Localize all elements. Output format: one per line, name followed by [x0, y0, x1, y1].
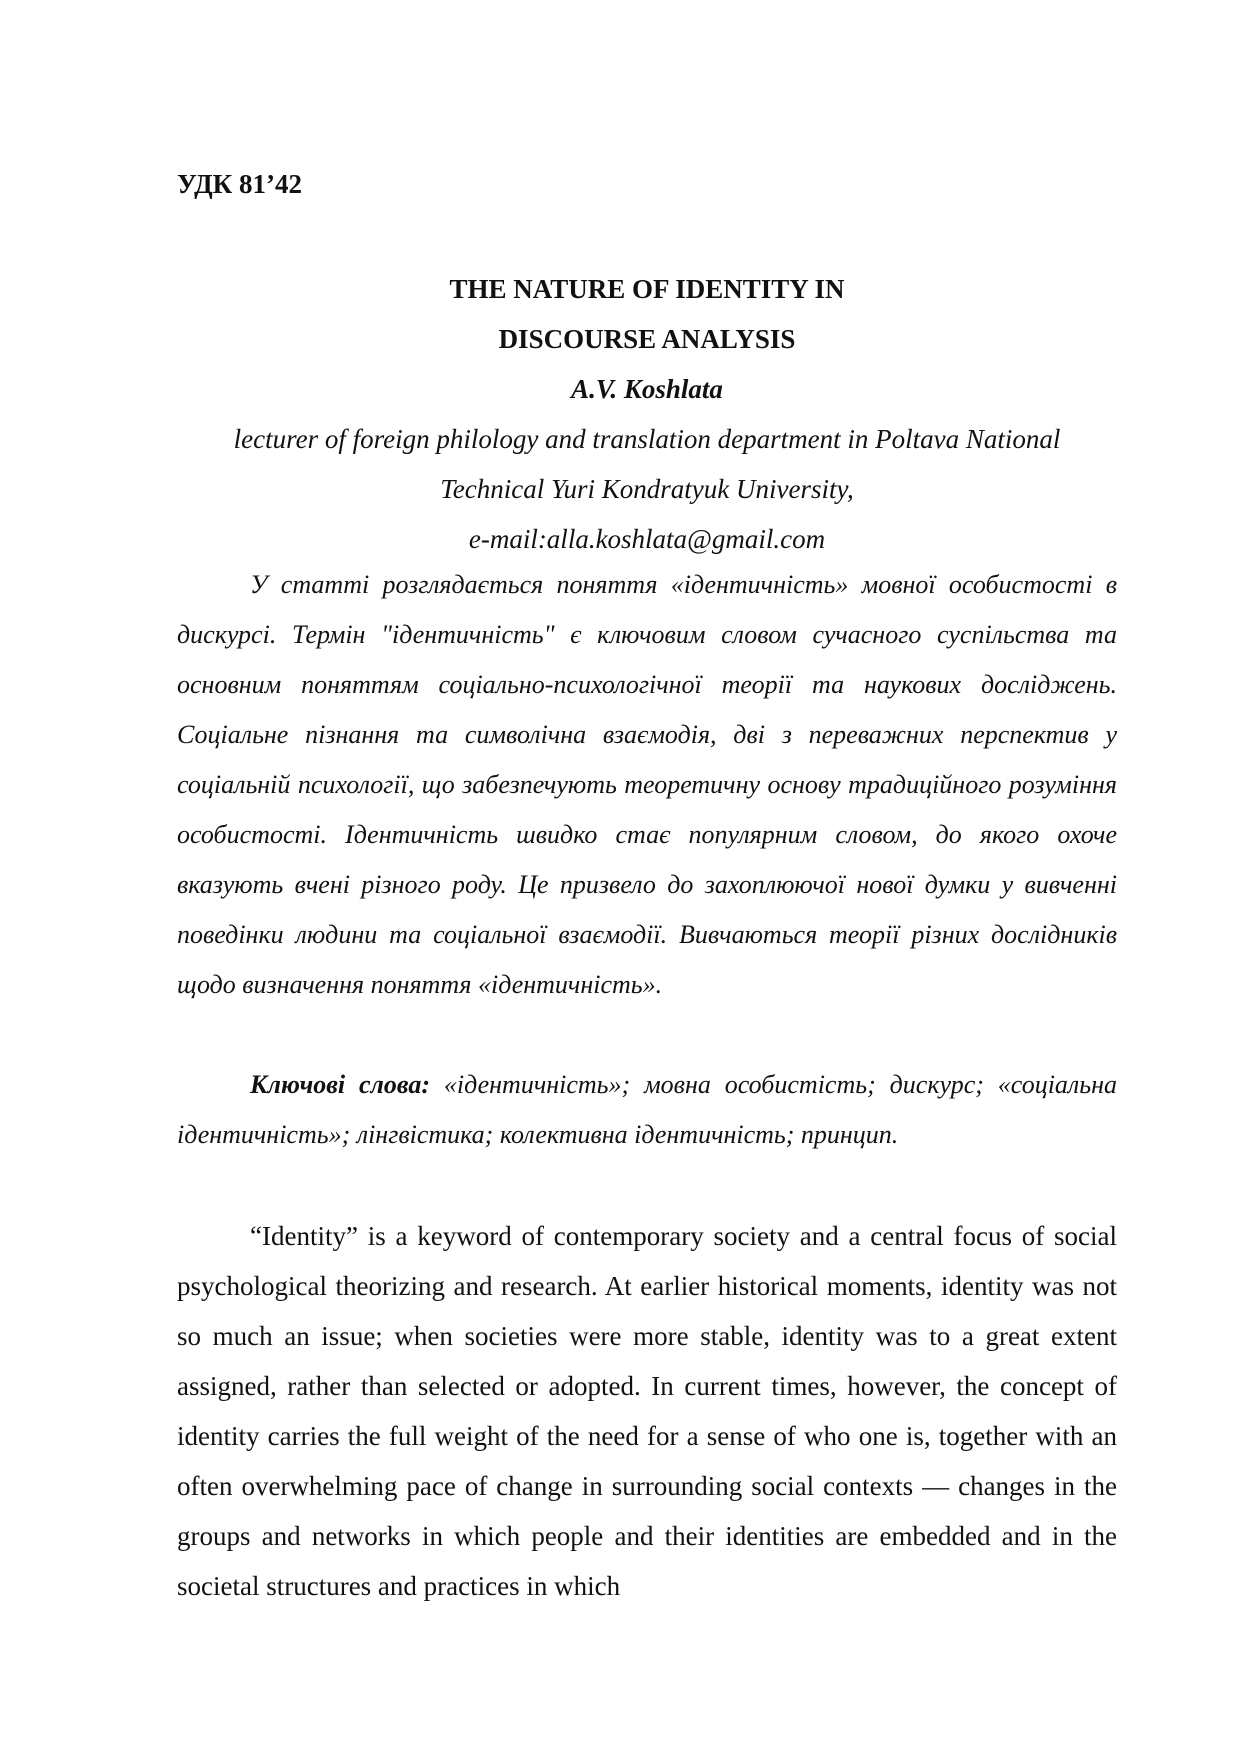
author-email: e-mail:alla.koshlata@gmail.com — [468, 524, 826, 554]
abstract-paragraph: У статті розглядається поняття «ідентичність» мовної особистості в дискурсі. Термін "ідентичність" є ключовим словом сучасного суспільства та основним поняттям соціально-психологічної теорії та наукових досліджень. Соціальне пізнання та символічна взаємодія, дві з переважних перспектив у соціальній психології, що забезпечують теоретичну основу традиційного розуміння особистості. Ідентичність швидко стає популярним словом, до якого охоче вказують вчені різного роду. Це призвело до захоплюючої нової думки у вивченні поведінки людини та соціальної взаємодії. Вивчаються теорії різних дослідників щодо визначення поняття «ідентичність». — [177, 570, 1117, 999]
article-header — [177, 264, 1117, 564]
author-name: A.V. Koshlata — [571, 374, 723, 404]
keywords-paragraph — [177, 1060, 1117, 1160]
article-title-line-1: THE NATURE OF IDENTITY IN — [449, 274, 845, 304]
article-title-line-2: DISCOURSE ANALYSIS — [498, 324, 796, 354]
affiliation-line-2: Technical Yuri Kondratyuk University, — [440, 474, 854, 504]
udk-code: УДК 81’42 — [177, 169, 302, 199]
keywords-text: «ідентичність»; мовна особистість; дискурс; «соціальна ідентичність»; лінгвістика; колективна ідентичність; принцип. — [177, 1070, 1117, 1149]
affiliation-line-1: lecturer of foreign philology and translation department in Poltava National — [233, 424, 1061, 454]
keywords-label: Ключові слова: — [250, 1070, 430, 1099]
body-paragraph: “Identity” is a keyword of contemporary society and a central focus of social psychological theorizing and research. At earlier historical moments, identity was not so much an issue; when societies were more stable, identity was to a great extent assigned, rather than selected or adopted. In current times, however, the concept of identity carries the full weight of the need for a sense of who one is, together with an often overwhelming pace of change in surrounding social contexts — changes in the groups and networks in which people and their identities are embedded and in the societal structures and practices in which — [177, 1221, 1117, 1601]
